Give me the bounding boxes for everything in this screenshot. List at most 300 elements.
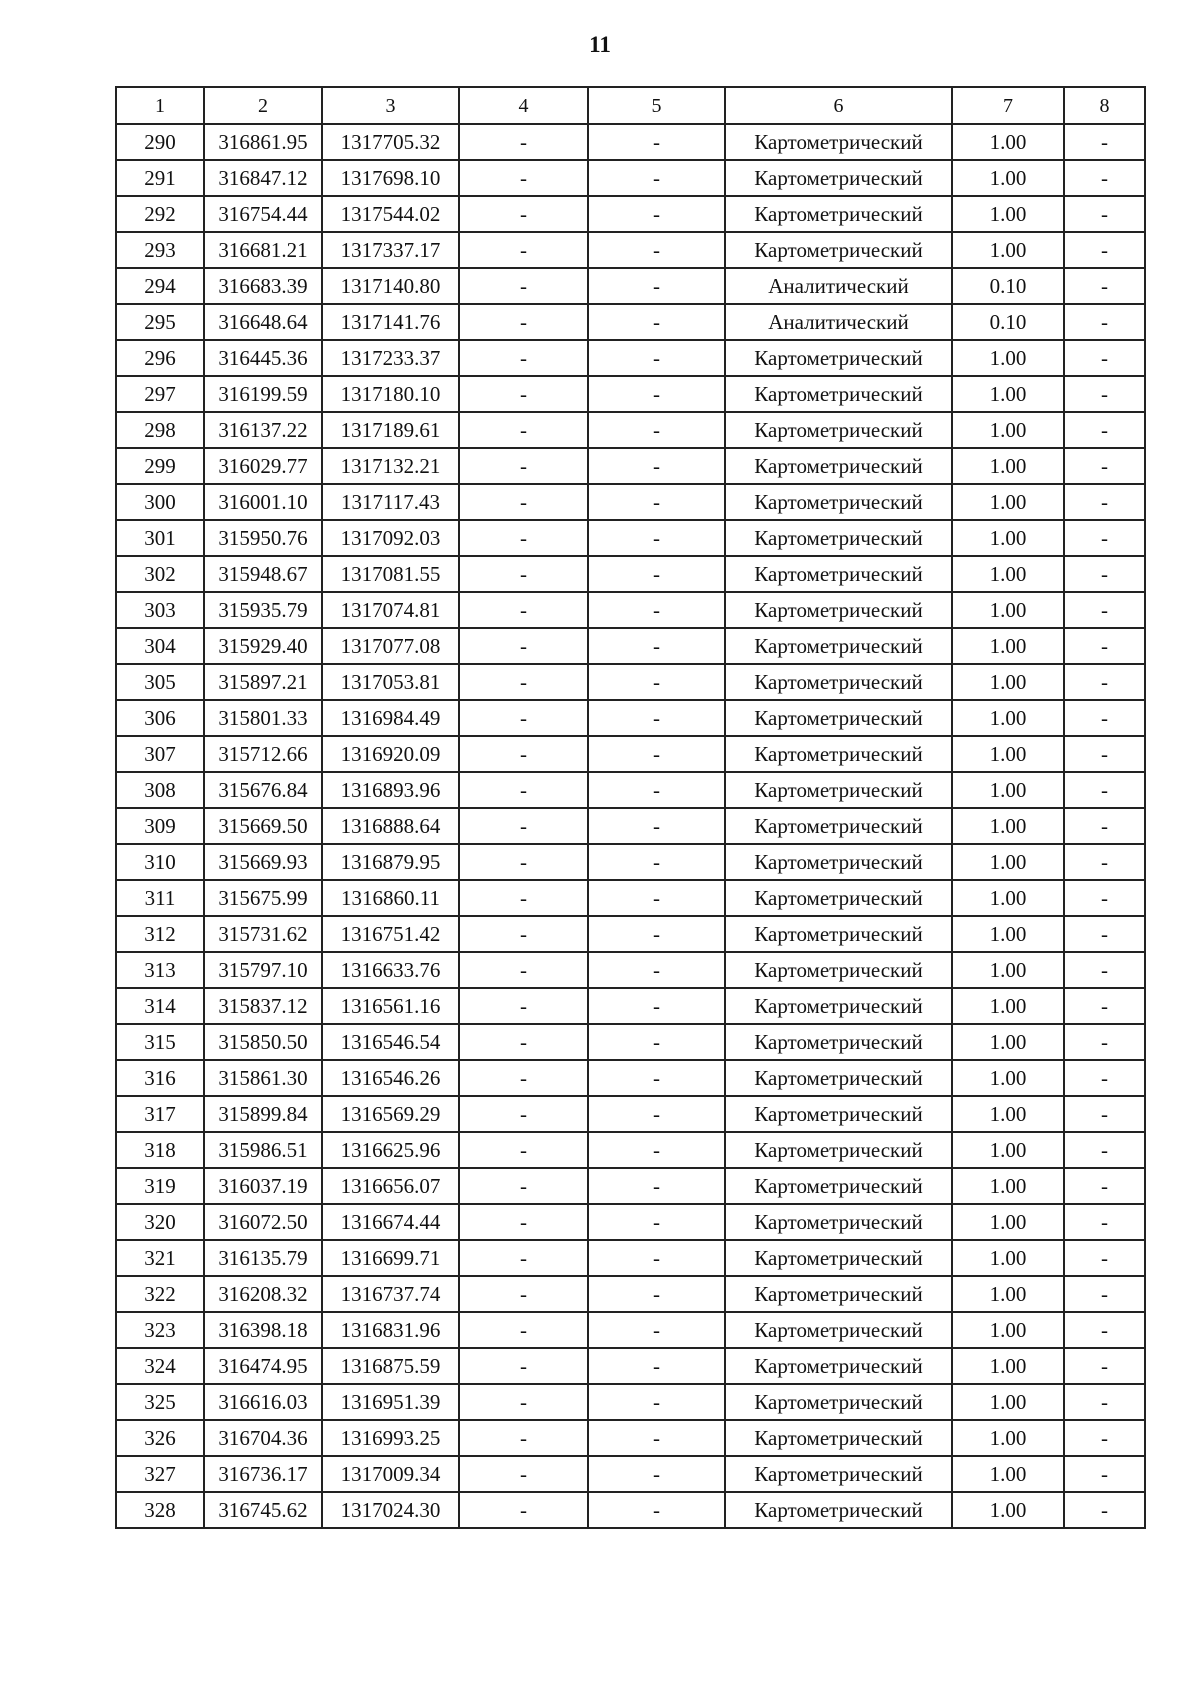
table-cell: 1316561.16 bbox=[322, 988, 459, 1024]
table-cell: - bbox=[1064, 1420, 1145, 1456]
table-cell: 321 bbox=[116, 1240, 204, 1276]
table-cell: 1.00 bbox=[952, 628, 1064, 664]
table-cell: - bbox=[588, 1384, 725, 1420]
table-cell: Картометрический bbox=[725, 1168, 952, 1204]
table-row bbox=[116, 880, 1145, 916]
table-cell: 1316546.26 bbox=[322, 1060, 459, 1096]
table-cell: Картометрический bbox=[725, 1492, 952, 1528]
table-cell: - bbox=[459, 808, 588, 844]
table-cell: 310 bbox=[116, 844, 204, 880]
table-cell: Картометрический bbox=[725, 484, 952, 520]
table-cell: - bbox=[588, 952, 725, 988]
table-cell: 309 bbox=[116, 808, 204, 844]
table-cell: - bbox=[459, 196, 588, 232]
table-cell: 316704.36 bbox=[204, 1420, 322, 1456]
table-cell: - bbox=[588, 160, 725, 196]
table-cell: 316135.79 bbox=[204, 1240, 322, 1276]
table-cell: Картометрический bbox=[725, 1024, 952, 1060]
table-cell: - bbox=[1064, 1492, 1145, 1528]
table-cell: 1317698.10 bbox=[322, 160, 459, 196]
table-cell: 326 bbox=[116, 1420, 204, 1456]
table-cell: 323 bbox=[116, 1312, 204, 1348]
table-cell: 316445.36 bbox=[204, 340, 322, 376]
table-cell: - bbox=[1064, 1132, 1145, 1168]
table-cell: - bbox=[1064, 196, 1145, 232]
table-cell: - bbox=[1064, 952, 1145, 988]
table-row bbox=[116, 772, 1145, 808]
table-cell: - bbox=[1064, 484, 1145, 520]
table-cell: 315675.99 bbox=[204, 880, 322, 916]
table-cell: 1.00 bbox=[952, 808, 1064, 844]
page-number: 11 bbox=[589, 32, 611, 57]
table-cell: - bbox=[588, 268, 725, 304]
table-cell: - bbox=[1064, 1312, 1145, 1348]
table-cell: 1.00 bbox=[952, 880, 1064, 916]
table-cell: Картометрический bbox=[725, 556, 952, 592]
table-row bbox=[116, 1312, 1145, 1348]
table-cell: Картометрический bbox=[725, 340, 952, 376]
table-cell: 1.00 bbox=[952, 376, 1064, 412]
table-cell: - bbox=[588, 1240, 725, 1276]
table-cell: 316137.22 bbox=[204, 412, 322, 448]
table-row bbox=[116, 268, 1145, 304]
column-header: 4 bbox=[459, 87, 588, 124]
table-cell: - bbox=[1064, 1204, 1145, 1240]
table-cell: 1317705.32 bbox=[322, 124, 459, 160]
table-cell: - bbox=[459, 1240, 588, 1276]
table-cell: 327 bbox=[116, 1456, 204, 1492]
table-cell: 315948.67 bbox=[204, 556, 322, 592]
table-cell: - bbox=[1064, 268, 1145, 304]
table-row bbox=[116, 1060, 1145, 1096]
table-cell: - bbox=[1064, 556, 1145, 592]
table-row bbox=[116, 556, 1145, 592]
table-cell: 316648.64 bbox=[204, 304, 322, 340]
table-cell: Картометрический bbox=[725, 772, 952, 808]
table-cell: - bbox=[588, 1060, 725, 1096]
table-cell: 302 bbox=[116, 556, 204, 592]
table-cell: 1316737.74 bbox=[322, 1276, 459, 1312]
table-cell: Картометрический bbox=[725, 916, 952, 952]
table-cell: - bbox=[588, 1132, 725, 1168]
table-cell: - bbox=[588, 1312, 725, 1348]
table-cell: 1.00 bbox=[952, 664, 1064, 700]
table-cell: - bbox=[588, 1024, 725, 1060]
table-cell: 1317180.10 bbox=[322, 376, 459, 412]
table-cell: - bbox=[459, 628, 588, 664]
table-cell: 1.00 bbox=[952, 1240, 1064, 1276]
table-cell: 291 bbox=[116, 160, 204, 196]
table-cell: 315731.62 bbox=[204, 916, 322, 952]
table-cell: - bbox=[459, 736, 588, 772]
table-cell: Картометрический bbox=[725, 1096, 952, 1132]
table-cell: 324 bbox=[116, 1348, 204, 1384]
table-cell: 322 bbox=[116, 1276, 204, 1312]
table-cell: 315676.84 bbox=[204, 772, 322, 808]
table-cell: - bbox=[1064, 1168, 1145, 1204]
table-cell: 293 bbox=[116, 232, 204, 268]
table-row bbox=[116, 304, 1145, 340]
table-cell: - bbox=[459, 1132, 588, 1168]
table-cell: - bbox=[588, 376, 725, 412]
table-cell: 1.00 bbox=[952, 1204, 1064, 1240]
table-cell: - bbox=[588, 484, 725, 520]
table-cell: - bbox=[459, 844, 588, 880]
table-cell: Картометрический bbox=[725, 448, 952, 484]
table-cell: - bbox=[459, 376, 588, 412]
column-header: 5 bbox=[588, 87, 725, 124]
table-cell: 1316699.71 bbox=[322, 1240, 459, 1276]
table-cell: 318 bbox=[116, 1132, 204, 1168]
table-row bbox=[116, 808, 1145, 844]
table-row bbox=[116, 1276, 1145, 1312]
table-row bbox=[116, 448, 1145, 484]
column-header: 8 bbox=[1064, 87, 1145, 124]
table-cell: - bbox=[459, 268, 588, 304]
table-row bbox=[116, 1420, 1145, 1456]
table-cell: - bbox=[459, 304, 588, 340]
table-cell: - bbox=[459, 124, 588, 160]
table-cell: Картометрический bbox=[725, 1060, 952, 1096]
table-cell: Картометрический bbox=[725, 700, 952, 736]
table-cell: Картометрический bbox=[725, 1384, 952, 1420]
table-cell: 308 bbox=[116, 772, 204, 808]
table-cell: 292 bbox=[116, 196, 204, 232]
table-cell: - bbox=[588, 340, 725, 376]
table-row bbox=[116, 520, 1145, 556]
table-row bbox=[116, 664, 1145, 700]
table-cell: Картометрический bbox=[725, 1456, 952, 1492]
table-cell: - bbox=[588, 880, 725, 916]
table-cell: Картометрический bbox=[725, 160, 952, 196]
table-cell: 316683.39 bbox=[204, 268, 322, 304]
table-cell: 1.00 bbox=[952, 736, 1064, 772]
table-cell: - bbox=[459, 592, 588, 628]
table-cell: - bbox=[459, 484, 588, 520]
table-cell: - bbox=[1064, 1348, 1145, 1384]
table-cell: - bbox=[588, 196, 725, 232]
table-cell: - bbox=[588, 1420, 725, 1456]
table-cell: - bbox=[1064, 448, 1145, 484]
table-cell: Картометрический bbox=[725, 520, 952, 556]
table-cell: 1.00 bbox=[952, 1348, 1064, 1384]
table-cell: 298 bbox=[116, 412, 204, 448]
table-cell: - bbox=[588, 1276, 725, 1312]
table-cell: 304 bbox=[116, 628, 204, 664]
table-cell: Картометрический bbox=[725, 592, 952, 628]
table-cell: - bbox=[1064, 124, 1145, 160]
table-cell: - bbox=[459, 1348, 588, 1384]
table-cell: 301 bbox=[116, 520, 204, 556]
table-cell: 1316569.29 bbox=[322, 1096, 459, 1132]
table-cell: 315712.66 bbox=[204, 736, 322, 772]
table-cell: 312 bbox=[116, 916, 204, 952]
table-cell: - bbox=[588, 412, 725, 448]
table-cell: 1.00 bbox=[952, 196, 1064, 232]
column-header: 3 bbox=[322, 87, 459, 124]
table-cell: Картометрический bbox=[725, 844, 952, 880]
table-cell: - bbox=[588, 664, 725, 700]
table-cell: 1317140.80 bbox=[322, 268, 459, 304]
table-row bbox=[116, 484, 1145, 520]
table-cell: - bbox=[1064, 916, 1145, 952]
table-row bbox=[116, 1492, 1145, 1528]
table-cell: 306 bbox=[116, 700, 204, 736]
table-cell: - bbox=[1064, 412, 1145, 448]
table-cell: 315935.79 bbox=[204, 592, 322, 628]
table-cell: 295 bbox=[116, 304, 204, 340]
table-row bbox=[116, 1024, 1145, 1060]
table-cell: 1317189.61 bbox=[322, 412, 459, 448]
table-row bbox=[116, 916, 1145, 952]
table-cell: 1.00 bbox=[952, 1312, 1064, 1348]
table-cell: - bbox=[588, 808, 725, 844]
table-cell: - bbox=[1064, 1096, 1145, 1132]
table-cell: - bbox=[459, 556, 588, 592]
table-cell: - bbox=[459, 952, 588, 988]
table-cell: 1317544.02 bbox=[322, 196, 459, 232]
table-cell: - bbox=[1064, 880, 1145, 916]
table-cell: 1317077.08 bbox=[322, 628, 459, 664]
table-cell: - bbox=[588, 1096, 725, 1132]
table-row bbox=[116, 628, 1145, 664]
table-cell: 305 bbox=[116, 664, 204, 700]
table-cell: Картометрический bbox=[725, 808, 952, 844]
table-cell: Картометрический bbox=[725, 1204, 952, 1240]
table-row bbox=[116, 988, 1145, 1024]
table-cell: 315897.21 bbox=[204, 664, 322, 700]
table-cell: - bbox=[588, 592, 725, 628]
table-cell: - bbox=[459, 232, 588, 268]
table-cell: Картометрический bbox=[725, 1420, 952, 1456]
table-cell: - bbox=[588, 1204, 725, 1240]
table-row bbox=[116, 1096, 1145, 1132]
table-cell: 1.00 bbox=[952, 1168, 1064, 1204]
table-cell: 1.00 bbox=[952, 1384, 1064, 1420]
table-row bbox=[116, 1168, 1145, 1204]
table-cell: 328 bbox=[116, 1492, 204, 1528]
table-cell: 314 bbox=[116, 988, 204, 1024]
table-cell: 315 bbox=[116, 1024, 204, 1060]
table-cell: 1.00 bbox=[952, 1060, 1064, 1096]
table-cell: 315837.12 bbox=[204, 988, 322, 1024]
table-cell: - bbox=[588, 844, 725, 880]
table-cell: - bbox=[459, 1204, 588, 1240]
table-cell: 1316656.07 bbox=[322, 1168, 459, 1204]
table-cell: 316736.17 bbox=[204, 1456, 322, 1492]
table-cell: - bbox=[459, 1492, 588, 1528]
table-cell: 315950.76 bbox=[204, 520, 322, 556]
table-cell: 1317024.30 bbox=[322, 1492, 459, 1528]
table-cell: - bbox=[1064, 340, 1145, 376]
table-cell: - bbox=[459, 1060, 588, 1096]
table-cell: 1316831.96 bbox=[322, 1312, 459, 1348]
table-cell: Картометрический bbox=[725, 1132, 952, 1168]
table-cell: 1.00 bbox=[952, 772, 1064, 808]
table-row bbox=[116, 952, 1145, 988]
table-cell: - bbox=[588, 772, 725, 808]
table-row bbox=[116, 700, 1145, 736]
table-cell: 1316888.64 bbox=[322, 808, 459, 844]
table-cell: - bbox=[588, 556, 725, 592]
column-header: 1 bbox=[116, 87, 204, 124]
table-cell: - bbox=[588, 1456, 725, 1492]
table-cell: - bbox=[1064, 376, 1145, 412]
table-cell: Картометрический bbox=[725, 628, 952, 664]
table-cell: 316474.95 bbox=[204, 1348, 322, 1384]
table-cell: 307 bbox=[116, 736, 204, 772]
table-cell: 313 bbox=[116, 952, 204, 988]
table-cell: 1316546.54 bbox=[322, 1024, 459, 1060]
table-cell: 316681.21 bbox=[204, 232, 322, 268]
table-cell: Картометрический bbox=[725, 196, 952, 232]
table-cell: 315669.50 bbox=[204, 808, 322, 844]
table-cell: 316001.10 bbox=[204, 484, 322, 520]
table-cell: Картометрический bbox=[725, 1348, 952, 1384]
table-cell: - bbox=[1064, 1060, 1145, 1096]
column-header: 7 bbox=[952, 87, 1064, 124]
table-cell: - bbox=[588, 448, 725, 484]
table-cell: 1317092.03 bbox=[322, 520, 459, 556]
table-cell: - bbox=[1064, 592, 1145, 628]
table-cell: - bbox=[459, 448, 588, 484]
table-cell: 1317132.21 bbox=[322, 448, 459, 484]
table-cell: 1317009.34 bbox=[322, 1456, 459, 1492]
table-header-row bbox=[116, 87, 1145, 124]
table-cell: - bbox=[1064, 700, 1145, 736]
table-cell: Картометрический bbox=[725, 1276, 952, 1312]
table-cell: 319 bbox=[116, 1168, 204, 1204]
table-cell: - bbox=[459, 412, 588, 448]
table-cell: 294 bbox=[116, 268, 204, 304]
table-cell: - bbox=[1064, 736, 1145, 772]
table-cell: - bbox=[459, 1096, 588, 1132]
table-cell: Картометрический bbox=[725, 880, 952, 916]
table-row bbox=[116, 376, 1145, 412]
table-cell: 1.00 bbox=[952, 592, 1064, 628]
table-cell: 1316751.42 bbox=[322, 916, 459, 952]
table-cell: 325 bbox=[116, 1384, 204, 1420]
table-cell: - bbox=[459, 1384, 588, 1420]
table-cell: Аналитический bbox=[725, 304, 952, 340]
table-cell: Картометрический bbox=[725, 124, 952, 160]
column-header: 6 bbox=[725, 87, 952, 124]
table-row bbox=[116, 1456, 1145, 1492]
table-cell: 1.00 bbox=[952, 844, 1064, 880]
table-cell: 297 bbox=[116, 376, 204, 412]
table-cell: - bbox=[459, 772, 588, 808]
table-cell: Картометрический bbox=[725, 232, 952, 268]
table-cell: 1.00 bbox=[952, 556, 1064, 592]
table-cell: Картометрический bbox=[725, 1312, 952, 1348]
table-cell: Аналитический bbox=[725, 268, 952, 304]
table-cell: - bbox=[459, 1312, 588, 1348]
table-row bbox=[116, 844, 1145, 880]
table-cell: - bbox=[588, 1168, 725, 1204]
table-cell: - bbox=[459, 700, 588, 736]
table-cell: 1316875.59 bbox=[322, 1348, 459, 1384]
table-cell: 1.00 bbox=[952, 1132, 1064, 1168]
table-row bbox=[116, 232, 1145, 268]
table-cell: 1316633.76 bbox=[322, 952, 459, 988]
table-row bbox=[116, 412, 1145, 448]
table-cell: - bbox=[459, 1168, 588, 1204]
table-cell: 1316920.09 bbox=[322, 736, 459, 772]
table-cell: 316029.77 bbox=[204, 448, 322, 484]
table-cell: - bbox=[459, 520, 588, 556]
table-cell: - bbox=[459, 160, 588, 196]
table-cell: - bbox=[1064, 304, 1145, 340]
table-cell: 316861.95 bbox=[204, 124, 322, 160]
table-cell: 1.00 bbox=[952, 1096, 1064, 1132]
table-cell: - bbox=[588, 304, 725, 340]
table-row bbox=[116, 196, 1145, 232]
table-cell: 296 bbox=[116, 340, 204, 376]
table-cell: 1317337.17 bbox=[322, 232, 459, 268]
table-cell: - bbox=[459, 664, 588, 700]
table-cell: 1316993.25 bbox=[322, 1420, 459, 1456]
table-cell: - bbox=[1064, 1240, 1145, 1276]
table-cell: 1316625.96 bbox=[322, 1132, 459, 1168]
table-cell: - bbox=[588, 916, 725, 952]
column-header: 2 bbox=[204, 87, 322, 124]
table-cell: - bbox=[459, 1024, 588, 1060]
table-row bbox=[116, 592, 1145, 628]
table-cell: 315801.33 bbox=[204, 700, 322, 736]
table-cell: 1.00 bbox=[952, 520, 1064, 556]
table-cell: - bbox=[1064, 772, 1145, 808]
table-cell: - bbox=[1064, 988, 1145, 1024]
table-cell: 1.00 bbox=[952, 412, 1064, 448]
table-cell: - bbox=[1064, 844, 1145, 880]
table-cell: 315986.51 bbox=[204, 1132, 322, 1168]
table-cell: - bbox=[459, 1276, 588, 1312]
table-cell: Картометрический bbox=[725, 736, 952, 772]
table-cell: 320 bbox=[116, 1204, 204, 1240]
table-cell: 1.00 bbox=[952, 448, 1064, 484]
table-cell: 316072.50 bbox=[204, 1204, 322, 1240]
table-cell: 1317081.55 bbox=[322, 556, 459, 592]
table-cell: 1317053.81 bbox=[322, 664, 459, 700]
table-cell: 311 bbox=[116, 880, 204, 916]
table-cell: - bbox=[588, 232, 725, 268]
table-cell: - bbox=[459, 988, 588, 1024]
table-cell: 1.00 bbox=[952, 160, 1064, 196]
table-cell: 1316674.44 bbox=[322, 1204, 459, 1240]
table-body bbox=[116, 87, 1145, 1528]
table-cell: - bbox=[1064, 520, 1145, 556]
table-cell: 316398.18 bbox=[204, 1312, 322, 1348]
table-cell: 1316951.39 bbox=[322, 1384, 459, 1420]
table-cell: 1.00 bbox=[952, 952, 1064, 988]
table-row bbox=[116, 1384, 1145, 1420]
table-cell: 1317141.76 bbox=[322, 304, 459, 340]
table-cell: 1317074.81 bbox=[322, 592, 459, 628]
table-cell: 1.00 bbox=[952, 916, 1064, 952]
table-cell: 1.00 bbox=[952, 1276, 1064, 1312]
table-cell: - bbox=[1064, 1276, 1145, 1312]
table-row bbox=[116, 1348, 1145, 1384]
table-row bbox=[116, 1204, 1145, 1240]
table-cell: 299 bbox=[116, 448, 204, 484]
table-cell: - bbox=[459, 340, 588, 376]
table-cell: 1.00 bbox=[952, 988, 1064, 1024]
table-cell: - bbox=[1064, 808, 1145, 844]
table-row bbox=[116, 736, 1145, 772]
table-cell: 303 bbox=[116, 592, 204, 628]
table-cell: - bbox=[1064, 160, 1145, 196]
table-cell: - bbox=[588, 124, 725, 160]
